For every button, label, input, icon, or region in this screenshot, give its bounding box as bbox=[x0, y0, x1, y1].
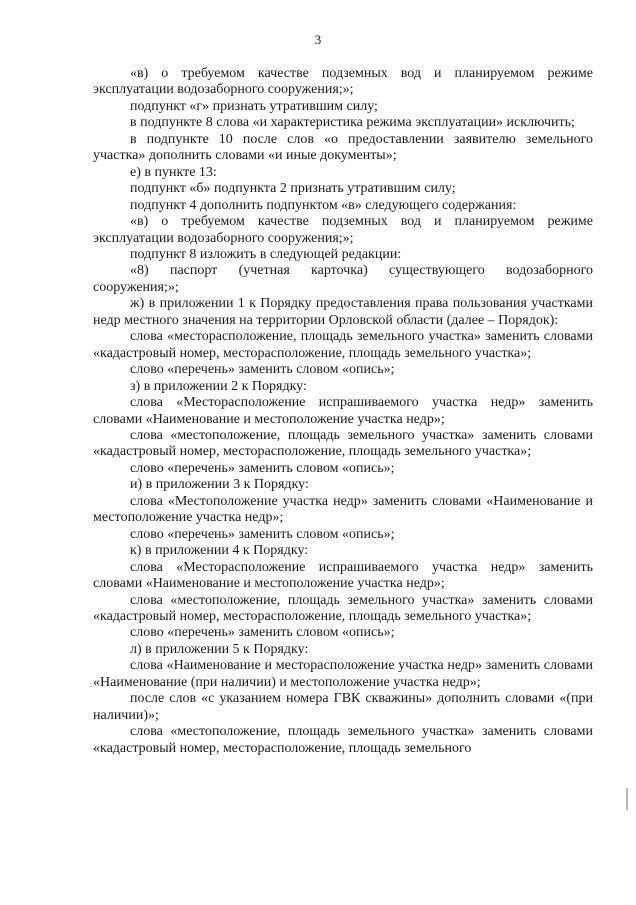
paragraph: в подпункте 8 слова «и характеристика режима эксплуатации» исключить; bbox=[130, 115, 575, 131]
paragraph: после слов «с указанием номера ГВК скважины» дополнить словами «(при наличии)»; bbox=[93, 691, 593, 723]
paragraph: слова «местоположение, площадь земельного участка» заменить словами «кадастровый номер, месторасположение, площадь земельного участка»; bbox=[93, 592, 593, 624]
paragraph: «8) паспорт (учетная карточка) существующего водозаборного сооружения;»; bbox=[93, 263, 593, 295]
paragraph: подпункт «г» признать утратившим силу; bbox=[130, 98, 378, 114]
paragraph: к) в приложении 4 к Порядку: bbox=[130, 543, 309, 559]
paragraph: в подпункте 10 после слов «о предоставлении заявителю земельного участка» дополнить словами «и иные документы»; bbox=[93, 131, 593, 164]
scan-edge-mark bbox=[626, 788, 628, 810]
paragraph: подпункт 4 дополнить подпунктом «в» следующего содержания: bbox=[130, 197, 517, 213]
paragraph: ж) в приложении 1 к Порядку предоставления права пользования участками недр местного значения на территории Орловской области (далее – Порядок): bbox=[93, 296, 593, 328]
page-number: 3 bbox=[314, 32, 322, 47]
paragraph: «в) о требуемом качестве подземных вод и планируемом режиме эксплуатации водозаборного сооружения;»; bbox=[93, 214, 593, 246]
document-body bbox=[93, 66, 593, 757]
paragraph: слова «месторасположение, площадь земельного участка» заменить словами «кадастровый номер, месторасположение, площадь земельного участка»; bbox=[93, 329, 593, 361]
paragraph: слова «Месторасположение испрашиваемого участка недр» заменить словами «Наименование и местоположение участка недр»; bbox=[93, 559, 593, 592]
paragraph: слова «Месторасположение испрашиваемого участка недр» заменить словами «Наименование и местоположение участка недр»; bbox=[93, 395, 593, 427]
paragraph: е) в пункте 13: bbox=[130, 164, 217, 180]
paragraph: «в) о требуемом качестве подземных вод и планируемом режиме эксплуатации водозаборного сооружения;»; bbox=[93, 66, 593, 98]
paragraph: подпункт «б» подпункта 2 признать утратившим силу; bbox=[130, 181, 456, 197]
paragraph: слово «перечень» заменить словом «опись»; bbox=[130, 460, 395, 476]
paragraph: слова «Наименование и месторасположение участка недр» заменить словами «Наименование (при наличии) и местоположение участка недр»; bbox=[93, 658, 593, 690]
paragraph: з) в приложении 2 к Порядку: bbox=[130, 378, 307, 394]
paragraph: слова «местоположение, площадь земельного участка» заменить словами «кадастровый номер, месторасположение, площадь земельного участка»; bbox=[93, 427, 593, 460]
paragraph: слова «Местоположение участка недр» заменить словами «Наименование и местоположение участка недр»; bbox=[93, 493, 593, 526]
paragraph: и) в приложении 3 к Порядку: bbox=[130, 477, 309, 493]
paragraph: слово «перечень» заменить словом «опись»; bbox=[130, 526, 395, 542]
paragraph: слова «местоположение, площадь земельного участка» заменить словами «кадастровый номер, месторасположение, площадь земельного bbox=[93, 724, 593, 756]
paragraph: л) в приложении 5 к Порядку: bbox=[130, 641, 309, 657]
paragraph: слово «перечень» заменить словом «опись»; bbox=[130, 362, 395, 378]
paragraph: подпункт 8 изложить в следующей редакции: bbox=[130, 246, 402, 262]
paragraph: слово «перечень» заменить словом «опись»; bbox=[130, 625, 395, 641]
